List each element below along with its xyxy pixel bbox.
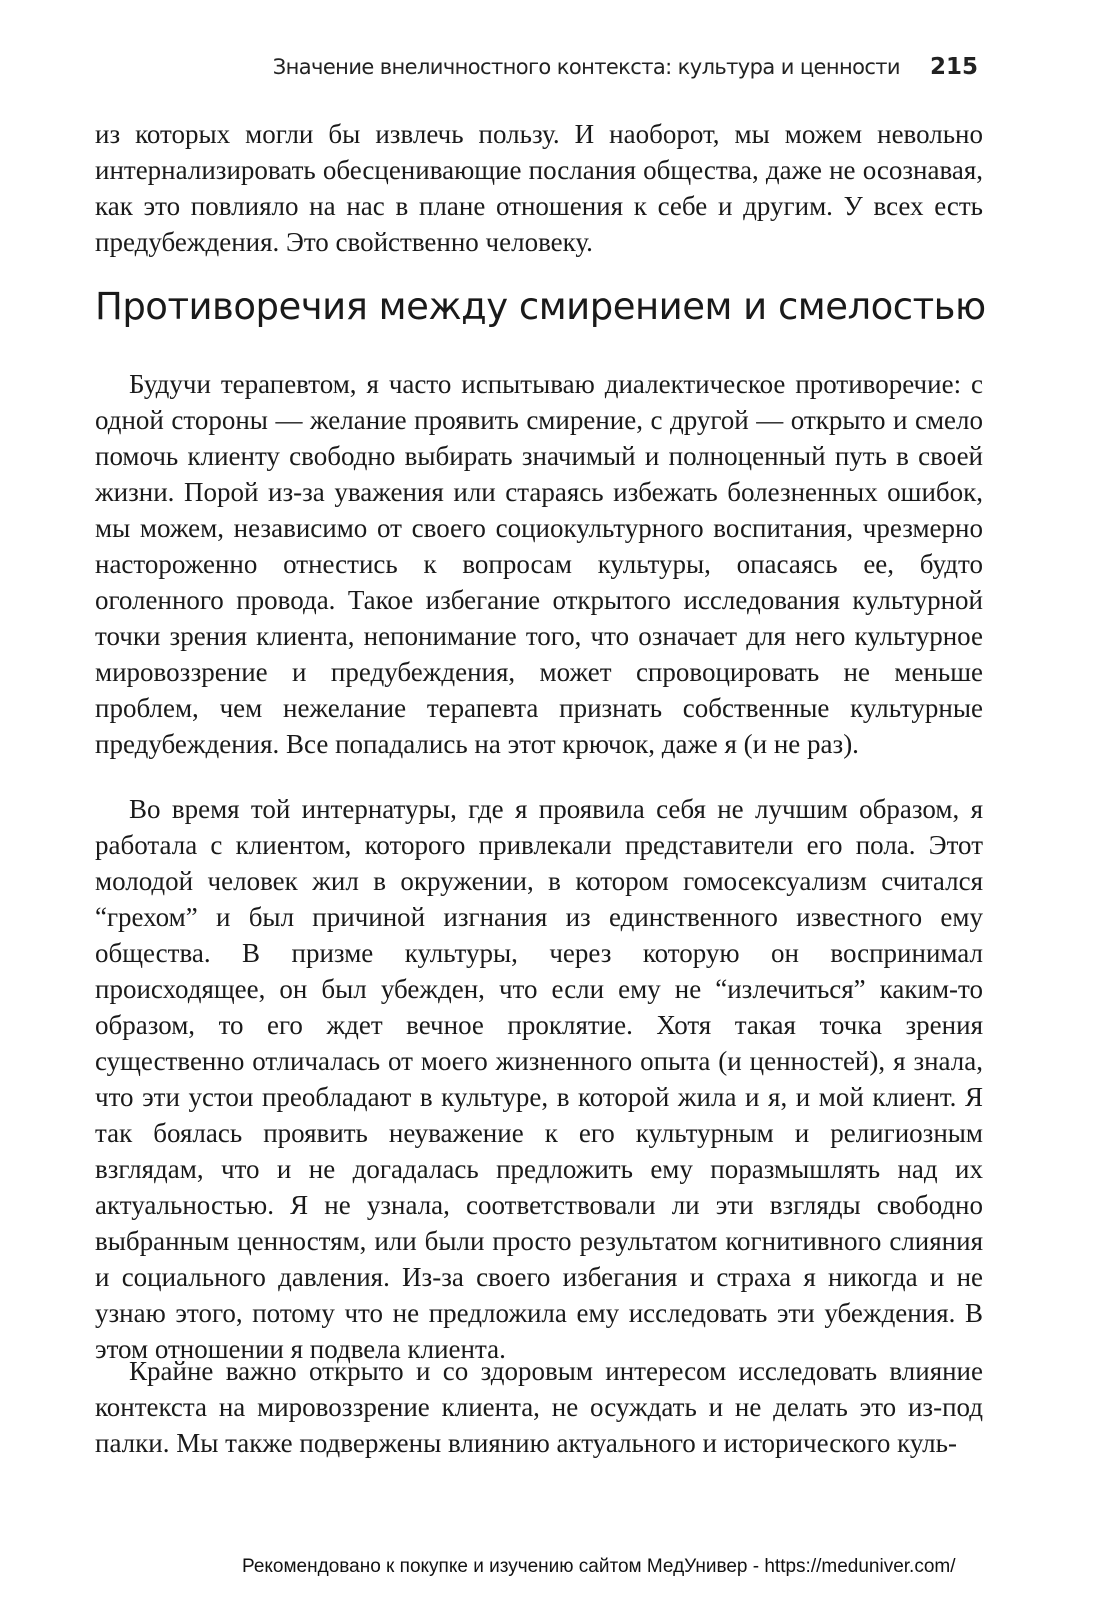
running-title: Значение внеличностного контекста: культура и ценности	[272, 55, 900, 79]
intro-paragraph: из которых могли бы извлечь пользу. И наоборот, мы можем невольно интернализировать обесценивающие послания общества, даже не осознавая, как это повлияло на нас в плане отношения к себе и другим. У всех есть предубеждения. Это свойственно человеку.	[95, 119, 983, 257]
body-paragraph-2: Во время той интернатуры, где я проявила себя не лучшим образом, я работала с клиентом, которого привлекали представители его пола. Этот молодой человек жил в окружении, в котором гомосексуализм считался “грехом” и был причиной изгнания из единственного известного ему общества. В призме культуры, через которую он воспринимал происходящее, он был убежден, что если ему не “излечиться” каким-то образом, то его ждет вечное проклятие. Хотя такая точка зрения существенно отличалась от моего жизненного опыта (и ценностей), я знала, что эти устои преобладают в культуре, в которой жила и я, и мой клиент. Я так боялась проявить неуважение к его культурным и религиозным взглядам, что и не догадалась предложить ему поразмышлять над их актуальностью. Я не узнала, соответствовали ли эти взгляды свободно выбранным ценностям, или были просто результатом когнитивного слияния и социального давления. Из-за своего избегания и страха я никогда и не узнаю этого, потому что не предложила ему исследовать эти убеждения. В этом отношении я подвела клиента.	[95, 794, 983, 1364]
body-paragraph-3: Крайне важно открыто и со здоровым интересом исследовать влияние контекста на мировоззрение клиента, не осуждать и не делать это из-под палки. Мы также подвержены влиянию актуального и исторического куль-	[95, 1356, 983, 1458]
page-number: 215	[929, 54, 978, 80]
footer-recommendation-note: Рекомендовано к покупке и изучению сайтом МедУнивер - https://meduniver.com/	[242, 1556, 956, 1577]
running-header	[273, 54, 978, 80]
section-heading: Противоречия между смирением и смелостью	[95, 285, 986, 328]
body-paragraph-1: Будучи терапевтом, я часто испытываю диалектическое противоречие: с одной стороны — желание проявить смирение, с другой — открыто и смело помочь клиенту свободно выбирать значимый и полноценный путь в своей жизни. Порой из-за уважения или стараясь избежать болезненных ошибок, мы можем, независимо от своего социокультурного воспитания, чрезмерно настороженно отнестись к вопросам культуры, опасаясь ее, будто оголенного провода. Такое избегание открытого исследования культурной точки зрения клиента, непонимание того, что означает для него культурное мировоззрение и предубеждения, может спровоцировать не меньше проблем, чем нежелание терапевта признать собственные культурные предубеждения. Все попадались на этот крючок, даже я (и не раз).	[95, 369, 983, 759]
